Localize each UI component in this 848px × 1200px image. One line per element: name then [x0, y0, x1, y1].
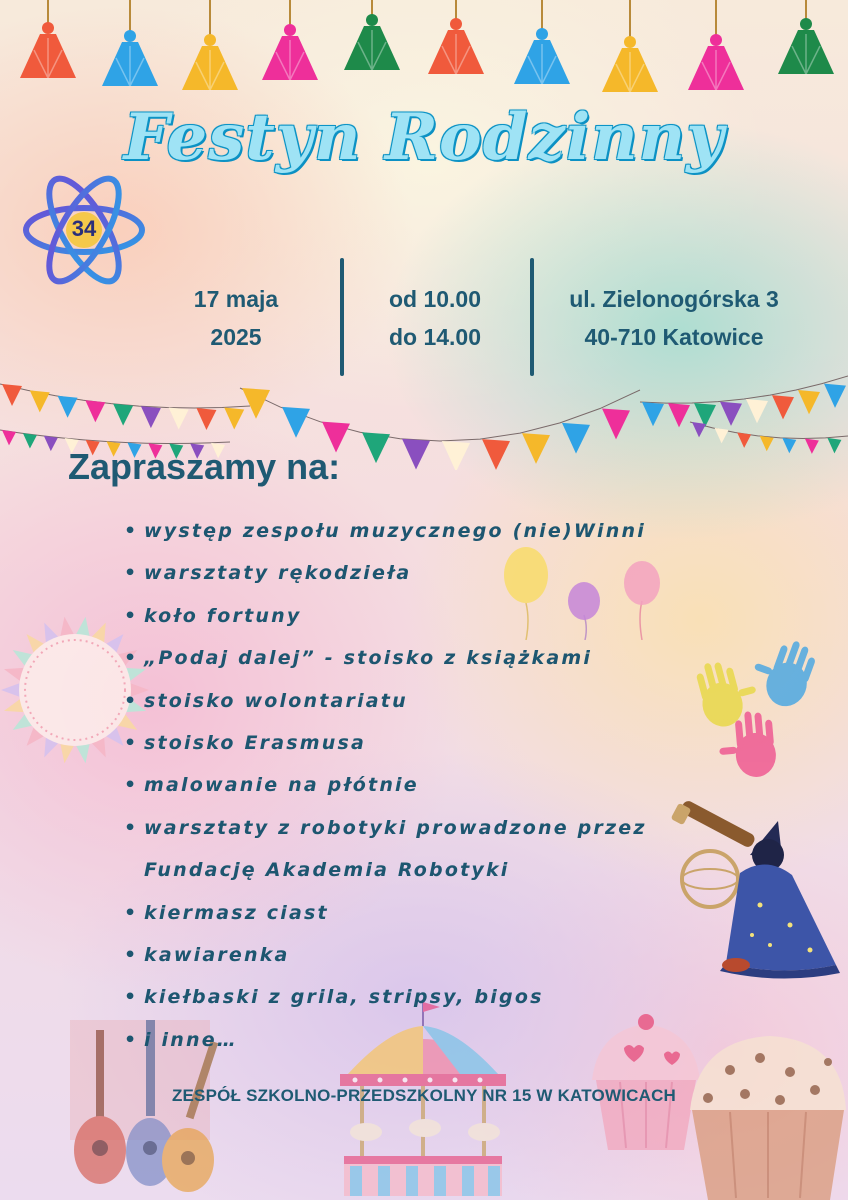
list-item-text: kawiarenka [144, 944, 290, 967]
bunting-flag [362, 432, 390, 463]
invite-heading: Zapraszamy na: [68, 446, 341, 487]
bullet-icon: • [124, 562, 139, 585]
list-item [124, 637, 647, 679]
bunting-flag [737, 433, 751, 448]
school-logo [18, 170, 150, 292]
list-item-text: Fundację Akademia Robotyki [144, 859, 510, 882]
attractions-list [124, 510, 647, 1061]
list-item-text: „Podaj dalej” - stoisko z książkami [144, 647, 593, 670]
list-item [124, 595, 647, 637]
event-time [362, 280, 508, 356]
bunting-flag [760, 436, 774, 451]
list-item-text: stoisko Erasmusa [144, 732, 367, 755]
divider-1 [340, 258, 344, 376]
bullet-icon: • [124, 774, 139, 797]
tassel [344, 0, 400, 70]
bullet-icon: • [124, 944, 139, 967]
bullet-icon: • [124, 1028, 139, 1051]
bullet-icon: • [124, 647, 139, 670]
bunting-flag [282, 407, 310, 438]
bunting-flag [692, 422, 706, 437]
wizard-telescope-icon [670, 795, 848, 980]
list-item [124, 1019, 647, 1061]
tassel [778, 0, 834, 74]
sun-ray [1, 683, 19, 696]
bullet-icon: • [124, 520, 139, 542]
bunting-flag [2, 384, 22, 406]
list-item [124, 892, 647, 934]
address-line1: ul. Zielonogórska 3 [569, 286, 779, 312]
list-item-text: stoisko wolontariatu [144, 689, 408, 712]
bunting-flag [805, 439, 819, 454]
list-item [124, 849, 647, 891]
bunting-flag [169, 408, 189, 430]
bunting-flag [782, 438, 796, 453]
bunting-flag [668, 403, 690, 427]
bunting-flag [562, 423, 590, 454]
bunting-flag [44, 436, 58, 451]
bunting-flag [442, 441, 470, 470]
list-item-text: kiełbaski z grila, stripsy, bigos [144, 986, 544, 1009]
tassel [102, 0, 158, 86]
bunting-flag [224, 408, 244, 430]
bunting-flag [746, 399, 768, 423]
list-item-text: warsztaty rękodzieła [144, 562, 412, 585]
sun-ray [76, 744, 89, 763]
tassel [602, 0, 658, 92]
sun-ray [60, 617, 73, 636]
divider-2 [530, 258, 534, 376]
bunting-flag [715, 428, 729, 443]
bunting-flag [482, 439, 510, 470]
bunting-flag [522, 433, 550, 464]
event-date [168, 280, 304, 356]
tassel [688, 0, 744, 90]
bunting-flag [113, 404, 133, 426]
school-name-footer: ZESPÓŁ SZKOLNO-PRZEDSZKOLNY NR 15 W KATOWICACH [171, 1086, 677, 1105]
list-item-text: występ zespołu muzycznego (nie)Winni [144, 520, 646, 542]
bunting-flag [642, 402, 664, 426]
bunting-flag [2, 430, 16, 445]
bunting-flag [85, 400, 105, 422]
list-item-text: malowanie na płótnie [144, 774, 419, 797]
bunting-flag [58, 396, 78, 418]
tassel [182, 0, 238, 90]
event-address [548, 280, 800, 356]
list-item [124, 552, 647, 594]
bunting-flag [196, 408, 216, 430]
sun-ray [76, 617, 89, 636]
bunting-flag [798, 390, 820, 414]
bullet-icon: • [124, 901, 139, 924]
list-item [124, 934, 647, 976]
bunting-flag [827, 438, 841, 453]
tassel [262, 0, 318, 80]
list-item [124, 764, 647, 806]
list-item-text: koło fortuny [144, 604, 302, 627]
bullet-icon: • [124, 816, 139, 839]
list-item [124, 722, 647, 764]
list-item-text: kiermasz ciast [144, 901, 329, 924]
list-item-text: i inne… [144, 1028, 238, 1051]
bunting-flag [772, 395, 794, 419]
time-line1: od 10.00 [388, 286, 482, 312]
bunting-flag [242, 388, 270, 419]
date-line2: 2025 [210, 324, 262, 350]
tassel [20, 0, 76, 78]
bullet-icon: • [124, 604, 139, 627]
time-line2: do 14.00 [388, 324, 482, 350]
list-item [124, 510, 647, 552]
bunting-flag [824, 384, 846, 408]
list-item [124, 976, 647, 1018]
handprints-icon [680, 635, 840, 785]
logo-number: 34 [71, 216, 97, 241]
bullet-icon: • [124, 732, 139, 755]
bullet-icon: • [124, 986, 139, 1009]
bunting-flag [141, 406, 161, 428]
event-title: Festyn Rodzinny [123, 100, 725, 175]
tassel [428, 0, 484, 74]
bunting-flag [402, 439, 430, 470]
bunting-flag [720, 402, 742, 426]
bullet-icon: • [124, 689, 139, 712]
bunting-flag [23, 433, 37, 448]
sun-ray [60, 744, 73, 763]
list-item [124, 807, 647, 849]
bunting-flag [30, 390, 50, 412]
list-item-text: warsztaty z robotyki prowadzone przez [144, 816, 647, 839]
tassel [514, 0, 570, 84]
address-line2: 40-710 Katowice [584, 324, 764, 350]
bunting-flag [602, 409, 630, 440]
date-line1: 17 maja [193, 286, 279, 312]
list-item [124, 680, 647, 722]
